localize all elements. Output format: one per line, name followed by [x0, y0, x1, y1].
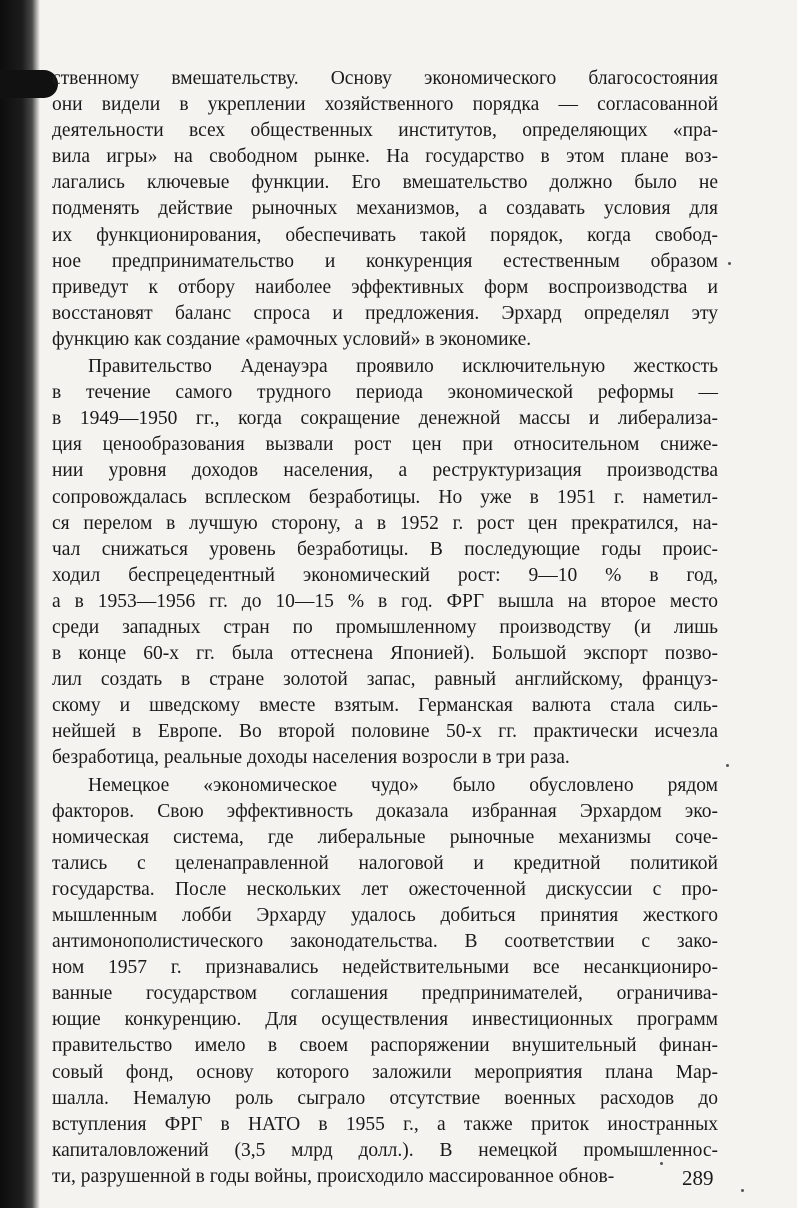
scan-speck: [728, 262, 731, 265]
text-line: чал снижаться уровень безработицы. В последующие годы проис-: [52, 538, 718, 560]
text-line: деятельности всех общественных институтов, определяющих «пра-: [52, 120, 718, 142]
text-line: государства. После нескольких лет ожесточенной дискуссии с про-: [52, 878, 718, 900]
text-line: вступления ФРГ в НАТО в 1955 г., а также приток иностранных: [52, 1113, 718, 1135]
text-line: совый фонд, основу которого заложили мероприятия плана Мар-: [52, 1061, 718, 1083]
text-line: ванные государством соглашения предпринимателей, ограничива-: [52, 983, 718, 1005]
scan-speck: [726, 764, 729, 767]
text-line: шалла. Немалую роль сыграло отсутствие военных расходов до: [52, 1087, 718, 1109]
text-line: восстановят баланс спроса и предложения. Эрхард определял эту: [52, 302, 718, 324]
text-line: функцию как создание «рамочных условий» в экономике.: [52, 328, 532, 350]
text-line: ция ценообразования вызвали рост цен при относительном сниже-: [52, 434, 718, 456]
text-line: ном 1957 г. признавались недействительными все несанкциониро-: [52, 957, 718, 979]
text-line: ственному вмешательству. Основу экономического благосостояния: [52, 68, 718, 89]
text-line: ся перелом в лучшую сторону, а в 1952 г. рост цен прекратился, на-: [52, 512, 718, 534]
text-line: мышленным лобби Эрхарду удалось добиться принятия жесткого: [52, 905, 718, 926]
text-line: номическая система, где либеральные рыночные механизмы соче-: [52, 826, 718, 848]
text-line: ти, разрушенной в годы войны, происходило массированное обнов-: [52, 1165, 615, 1187]
text-line: правительство имело в своем распоряжении внушительный финан-: [52, 1035, 718, 1057]
text-line: нейшей в Европе. Во второй половине 50-х гг. практически исчезла: [52, 721, 718, 743]
book-spine-notch: [0, 70, 58, 98]
text-line: нии уровня доходов населения, а реструктуризация производства: [52, 460, 718, 482]
text-line: Правительство Аденауэра проявило исключительную жесткость: [88, 356, 718, 378]
text-line: они видели в укреплении хозяйственного порядка — согласованной: [52, 94, 718, 116]
text-line: ходил беспрецедентный экономический рост: 9—10 % в год,: [52, 564, 718, 586]
text-line: сопровождалась всплеском безработицы. Но уже в 1951 г. наметил-: [52, 486, 718, 508]
paragraph: [52, 354, 718, 772]
text-line: Немецкое «экономическое чудо» было обусловлено рядом: [88, 774, 718, 796]
text-line: тались с целенаправленной налоговой и кредитной политикой: [52, 852, 718, 874]
page-text: [52, 66, 718, 1190]
text-line: а в 1953—1956 гг. до 10—15 % в год. ФРГ вышла на второе место: [52, 590, 718, 612]
scan-speck: [741, 1189, 744, 1192]
text-line: вила игры» на свободном рынке. На государство в этом плане воз-: [52, 146, 718, 168]
text-line: в течение самого трудного периода экономической реформы —: [52, 382, 718, 404]
text-line: ющие конкуренцию. Для осуществления инвестиционных программ: [52, 1009, 718, 1031]
text-line: лил создать в стране золотой запас, равный английскому, француз-: [52, 669, 718, 691]
book-spine-shadow: [0, 0, 40, 1208]
text-line: ное предпринимательство и конкуренция естественным образом: [52, 250, 718, 272]
text-line: их функционирования, обеспечивать такой порядок, когда свобод-: [52, 224, 718, 246]
text-line: приведут к отбору наиболее эффективных форм воспроизводства и: [52, 276, 718, 298]
text-line: капиталовложений (3,5 млрд долл.). В немецкой промышленнос-: [52, 1139, 718, 1161]
paragraph: [52, 773, 718, 1191]
text-line: подменять действие рыночных механизмов, а создавать условия для: [52, 198, 718, 220]
page-number: 289: [682, 1166, 714, 1190]
text-line: в 1949—1950 гг., когда сокращение денежной массы и либерализа-: [52, 408, 718, 430]
text-line: безработица, реальные доходы населения возросли в три раза.: [52, 747, 570, 769]
scan-speck: [660, 1162, 663, 1165]
paragraph: [52, 66, 718, 353]
text-line: среди западных стран по промышленному производству (и лишь: [52, 616, 718, 638]
text-line: антимонополистического законодательства. В соответствии с зако-: [52, 931, 718, 953]
text-line: факторов. Свою эффективность доказала избранная Эрхардом эко-: [52, 800, 718, 822]
text-line: в конце 60-х гг. была оттеснена Японией). Большой экспорт позво-: [52, 643, 718, 665]
text-line: лагались ключевые функции. Его вмешательство должно было не: [52, 172, 718, 194]
text-line: скому и шведскому вместе взятым. Германская валюта стала силь-: [52, 695, 718, 717]
